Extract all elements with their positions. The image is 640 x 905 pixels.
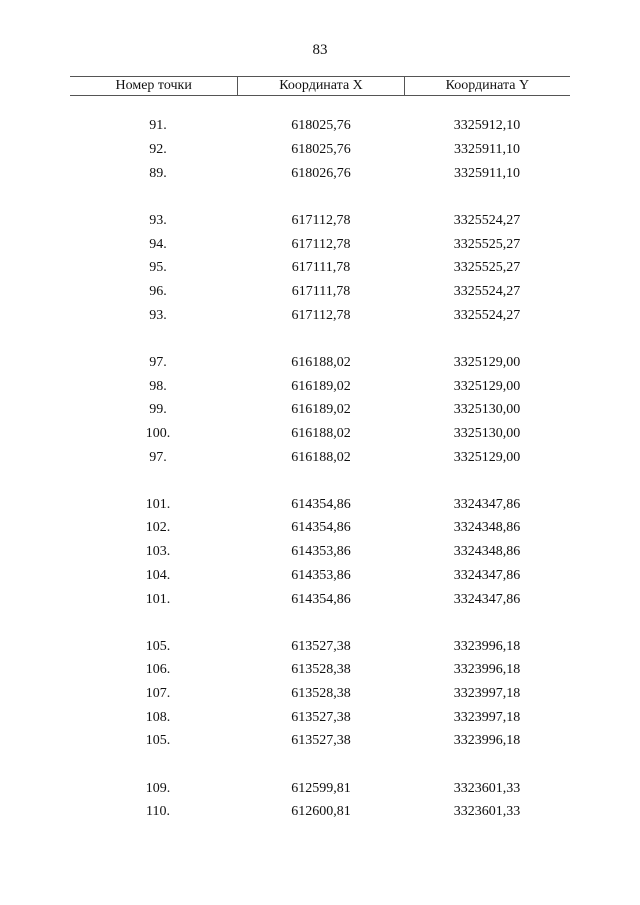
point-number-cell: 109.: [145, 780, 171, 796]
point-number-cell: 104.: [145, 567, 171, 583]
page-number: 83: [312, 42, 328, 58]
point-number-cell: 96.: [149, 283, 167, 299]
coordinate-x-cell: 617112,78: [291, 236, 351, 252]
coordinate-y-cell: 3325524,27: [453, 283, 521, 299]
table-header: [70, 76, 570, 96]
table-row: [70, 587, 570, 611]
table-row: [70, 564, 570, 588]
coordinate-x-cell: 612600,81: [291, 804, 351, 820]
header-coordinate-x: Координата X: [237, 77, 403, 95]
coordinate-y-cell: 3325130,00: [453, 402, 521, 418]
table-row: [70, 422, 570, 446]
coordinate-y-cell: 3325129,00: [453, 378, 521, 394]
point-number-cell: 103.: [145, 544, 171, 560]
coordinate-x-cell: 614354,86: [291, 520, 351, 536]
table-row: [70, 114, 570, 138]
point-number-cell: 110.: [146, 804, 170, 820]
point-number-cell: 99.: [149, 402, 167, 418]
coordinate-y-cell: 3325911,10: [454, 142, 520, 158]
point-number-cell: 102.: [145, 520, 171, 536]
table-row: [70, 138, 570, 162]
table-row: [70, 682, 570, 706]
coordinate-x-cell: 614353,86: [291, 544, 351, 560]
coordinate-x-cell: 617111,78: [291, 260, 351, 276]
point-number-cell: 91.: [149, 118, 167, 134]
point-number-cell: 108.: [145, 709, 171, 725]
coordinate-y-cell: 3325525,27: [453, 236, 521, 252]
table-row: [70, 398, 570, 422]
coordinate-y-cell: 3323997,18: [453, 709, 521, 725]
coordinate-x-cell: 616188,02: [291, 354, 351, 370]
coordinate-x-cell: 614353,86: [291, 567, 351, 583]
coordinate-y-cell: 3323997,18: [453, 686, 521, 702]
point-group: [70, 209, 570, 327]
point-number-cell: 98.: [149, 378, 167, 394]
coordinate-x-cell: 613528,38: [291, 662, 351, 678]
coordinate-x-cell: 614354,86: [291, 496, 351, 512]
coordinate-x-cell: 613528,38: [291, 686, 351, 702]
table-row: [70, 209, 570, 233]
coordinate-x-cell: 616188,02: [291, 425, 351, 441]
coordinate-x-cell: 613527,38: [291, 733, 351, 749]
point-group: [70, 492, 570, 610]
coordinate-y-cell: 3324347,86: [453, 591, 521, 607]
table-row: [70, 705, 570, 729]
coordinate-y-cell: 3325912,10: [453, 118, 521, 134]
table-row: [70, 445, 570, 469]
point-number-cell: 97.: [149, 449, 167, 465]
coordinate-x-cell: 616188,02: [291, 449, 351, 465]
table-row: [70, 492, 570, 516]
point-number-cell: 101.: [145, 591, 171, 607]
coordinate-x-cell: 618026,76: [291, 165, 351, 181]
table-row: [70, 374, 570, 398]
coordinate-y-cell: 3325911,10: [454, 165, 520, 181]
point-group: [70, 634, 570, 752]
coordinate-y-cell: 3325525,27: [453, 260, 521, 276]
table-row: [70, 351, 570, 375]
point-number-cell: 89.: [149, 165, 167, 181]
coordinate-y-cell: 3323996,18: [453, 662, 521, 678]
coordinates-table: [70, 76, 570, 847]
coordinate-x-cell: 612599,81: [291, 780, 351, 796]
point-number-cell: 100.: [145, 425, 171, 441]
point-number-cell: 105.: [145, 638, 171, 654]
coordinate-x-cell: 618025,76: [291, 142, 351, 158]
point-number-cell: 105.: [145, 733, 171, 749]
point-number-cell: 106.: [145, 662, 171, 678]
point-number-cell: 101.: [145, 496, 171, 512]
coordinate-y-cell: 3324348,86: [453, 520, 521, 536]
coordinate-y-cell: 3325524,27: [453, 212, 521, 228]
coordinate-x-cell: 613527,38: [291, 709, 351, 725]
point-number-cell: 97.: [149, 354, 167, 370]
table-row: [70, 161, 570, 185]
coordinate-y-cell: 3323996,18: [453, 733, 521, 749]
point-number-cell: 94.: [149, 236, 167, 252]
coordinate-y-cell: 3323601,33: [453, 804, 521, 820]
header-point-number: Номер точки: [115, 78, 192, 93]
point-group: [70, 776, 570, 823]
point-group: [70, 114, 570, 185]
coordinate-y-cell: 3324347,86: [453, 496, 521, 512]
coordinate-y-cell: 3325129,00: [453, 449, 521, 465]
table-row: [70, 658, 570, 682]
coordinate-x-cell: 617112,78: [291, 307, 351, 323]
table-row: [70, 540, 570, 564]
coordinate-x-cell: 616189,02: [291, 402, 351, 418]
table-body: [70, 114, 570, 824]
coordinate-x-cell: 618025,76: [291, 118, 351, 134]
table-row: [70, 776, 570, 800]
table-row: [70, 303, 570, 327]
table-row: [70, 256, 570, 280]
coordinate-y-cell: 3325130,00: [453, 425, 521, 441]
coordinate-x-cell: 614354,86: [291, 591, 351, 607]
point-number-cell: 92.: [149, 142, 167, 158]
table-row: [70, 800, 570, 824]
table-row: [70, 729, 570, 753]
table-row: [70, 232, 570, 256]
coordinate-y-cell: 3323996,18: [453, 638, 521, 654]
point-number-cell: 93.: [149, 212, 167, 228]
table-row: [70, 516, 570, 540]
coordinate-x-cell: 616189,02: [291, 378, 351, 394]
coordinate-x-cell: 613527,38: [291, 638, 351, 654]
coordinate-y-cell: 3325524,27: [453, 307, 521, 323]
point-number-cell: 95.: [149, 260, 167, 276]
coordinate-x-cell: 617111,78: [291, 283, 351, 299]
coordinate-y-cell: 3325129,00: [453, 354, 521, 370]
point-group: [70, 351, 570, 469]
coordinate-y-cell: 3324347,86: [453, 567, 521, 583]
point-number-cell: 93.: [149, 307, 167, 323]
header-coordinate-y: Координата Y: [404, 77, 570, 95]
coordinate-y-cell: 3324348,86: [453, 544, 521, 560]
point-number-cell: 107.: [145, 686, 171, 702]
table-row: [70, 634, 570, 658]
table-row: [70, 280, 570, 304]
coordinate-y-cell: 3323601,33: [453, 780, 521, 796]
coordinate-x-cell: 617112,78: [291, 212, 351, 228]
